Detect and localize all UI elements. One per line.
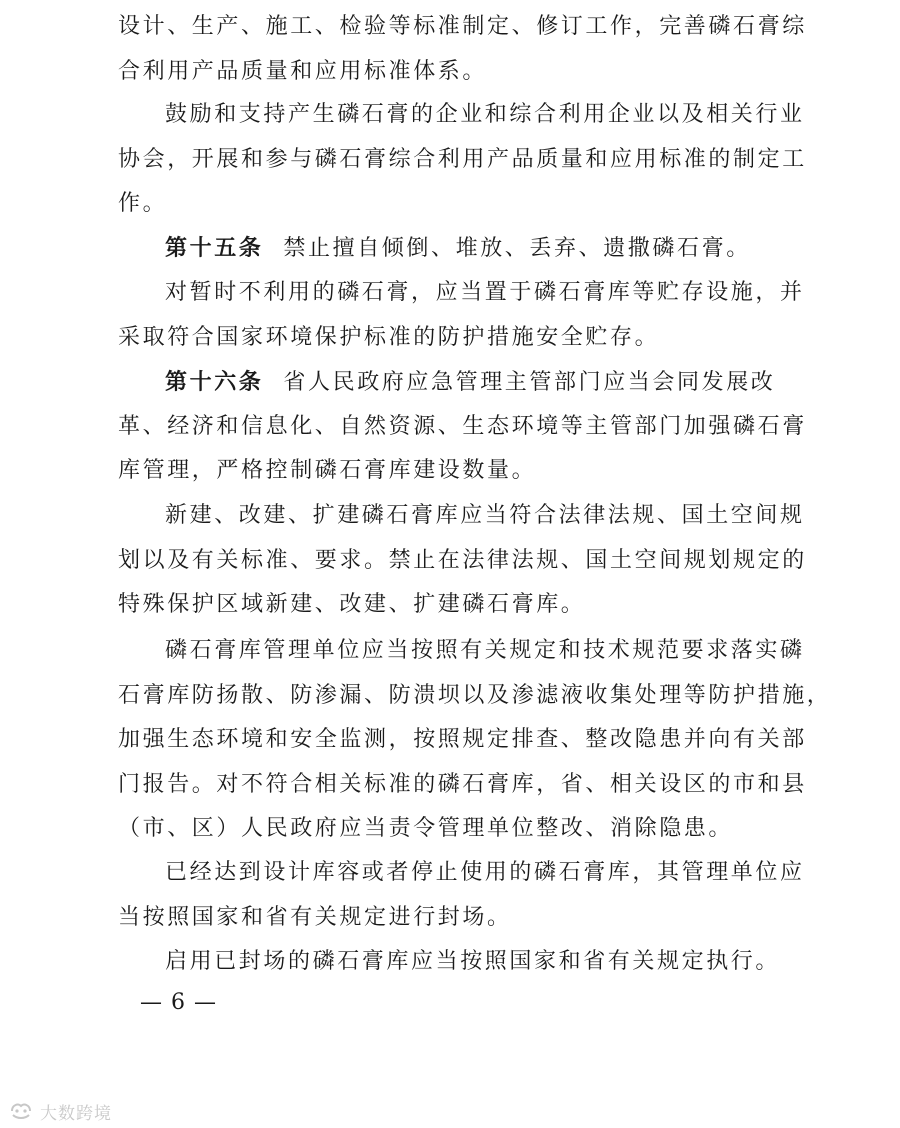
article-number: 第十五条 [165, 235, 264, 261]
text-line: 石膏库防扬散、防渗漏、防溃坝以及渗滤液收集处理等防护措施， [118, 683, 832, 708]
text-line: 禁止擅自倾倒、堆放、丢弃、遗撒磷石膏。 [283, 236, 751, 261]
text-line: 鼓励和支持产生磷石膏的企业和综合利用企业以及相关行业 [165, 102, 805, 127]
text-line: 当按照国家和省有关规定进行封场。 [118, 905, 512, 930]
text-line: 门报告。对不符合相关标准的磷石膏库，省、相关设区的市和县 [118, 772, 807, 797]
text-line: 省人民政府应急管理主管部门应当会同发展改 [283, 370, 776, 395]
text-line: 作。 [118, 191, 168, 216]
watermark-text: 大数跨境 [40, 1103, 112, 1124]
text-line: 对暂时不利用的磷石膏，应当置于磷石膏库等贮存设施，并 [165, 280, 805, 305]
text-line: 库管理，严格控制磷石膏库建设数量。 [118, 458, 537, 483]
page-number: — 6 — [140, 990, 217, 1015]
text-line: 磷石膏库管理单位应当按照有关规定和技术规范要求落实磷 [165, 638, 805, 663]
article-15-paragraph [165, 233, 751, 264]
text-line: （市、区）人民政府应当责令管理单位整改、消除隐患。 [118, 816, 734, 841]
text-line: 划以及有关标准、要求。禁止在法律法规、国土空间规划规定的 [118, 548, 807, 573]
article-16-paragraph [165, 367, 775, 398]
text-line: 特殊保护区域新建、改建、扩建磷石膏库。 [118, 592, 586, 617]
article-number: 第十六条 [165, 369, 264, 395]
text-line: 协会，开展和参与磷石膏综合利用产品质量和应用标准的制定工 [118, 147, 807, 172]
text-line: 已经达到设计库容或者停止使用的磷石膏库，其管理单位应 [165, 860, 805, 885]
text-line: 革、经济和信息化、自然资源、生态环境等主管部门加强磷石膏 [118, 414, 807, 439]
text-line: 新建、改建、扩建磷石膏库应当符合法律法规、国土空间规 [165, 503, 805, 528]
text-line: 合利用产品质量和应用标准体系。 [118, 59, 488, 84]
text-line: 加强生态环境和安全监测，按照规定排查、整改隐患并向有关部 [118, 727, 807, 752]
text-line: 设计、生产、施工、检验等标准制定、修订工作，完善磷石膏综 [118, 14, 807, 39]
text-line: 采取符合国家环境保护标准的防护措施安全贮存。 [118, 325, 660, 350]
brand-logo-icon [8, 1100, 34, 1122]
text-line: 启用已封场的磷石膏库应当按照国家和省有关规定执行。 [165, 949, 781, 974]
watermark [8, 1098, 112, 1124]
